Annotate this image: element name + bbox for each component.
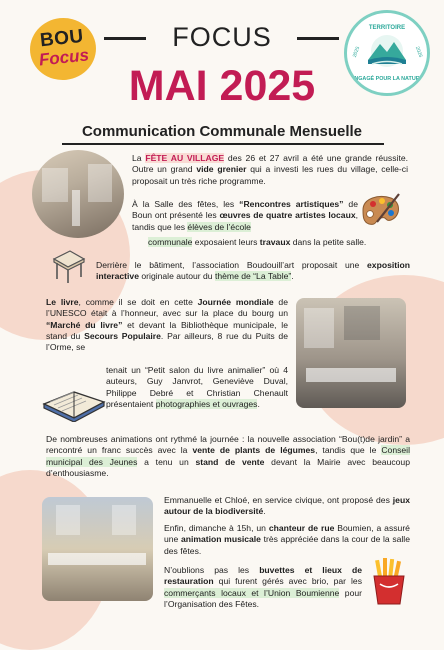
- text-fragment: chanteur de rue: [268, 523, 335, 533]
- table-icon: [48, 247, 88, 285]
- text-fragment: de l’UNESCO était à l’honneur, avec sur la place du bourg un: [46, 297, 288, 319]
- photo-book-market: [296, 298, 406, 408]
- paragraph-service-civique: [164, 495, 410, 518]
- paragraph-buvettes: [164, 565, 362, 610]
- text-fragment: et devant la Bibliothèque municipale, le stand du: [46, 319, 288, 341]
- text-fragment: originale autour du: [139, 271, 215, 282]
- badge-year-left: 2025: [351, 45, 362, 59]
- text-fragment: œuvres de quatre artistes locaux: [219, 210, 356, 221]
- paragraph-exposition-table: [96, 260, 410, 283]
- text-fragment: .: [291, 271, 294, 282]
- mountains-icon: [364, 34, 410, 68]
- text-fragment: À la Salle des fêtes, les: [132, 199, 240, 209]
- highlight-communale: communale: [148, 237, 193, 247]
- text-fragment: .: [257, 398, 260, 409]
- text-fragment: “Rencontres artistiques”: [239, 199, 344, 209]
- text-fragment: travaux: [259, 237, 291, 247]
- paragraph-chanteur: [164, 523, 410, 557]
- text-fragment: Emmanuelle et Chloé, en service civique, ont proposé des: [164, 495, 393, 505]
- text-fragment: vente de plants de légumes: [192, 445, 316, 456]
- photo-stands-mairie: [42, 497, 153, 601]
- focus-heading: FOCUS: [172, 22, 272, 52]
- badge-bottom-text: ENGAGÉ POUR LA NATURE: [350, 76, 424, 82]
- text-fragment: dans la petite salle.: [290, 237, 367, 247]
- text-fragment: La: [132, 153, 146, 163]
- text-fragment: , tandis que le: [315, 445, 382, 456]
- badge-year-right: 2026: [413, 45, 424, 59]
- text-fragment: , comme il se doit en cette: [78, 297, 198, 307]
- text-fragment: Derrière le bâtiment, l’association Boudouill’art proposait une: [96, 260, 368, 270]
- header-rule-right: [297, 37, 339, 40]
- text-fragment: tenait un “Petit salon du livre animalier” où 4 auteurs, Guy Janvrot, Geneviève Duval, Philippe Debré et Christian Chenault présentaient: [106, 365, 288, 409]
- text-fragment: de Boun ont présenté les: [132, 199, 358, 221]
- text-fragment: qui furent gérés avec brio, par les: [213, 576, 362, 587]
- text-fragment: N’oublions pas les: [164, 565, 260, 575]
- page-subtitle: Communication Communale Mensuelle: [81, 123, 363, 140]
- text-fragment: devant la Mairie avec beaucoup d’enthousiasme.: [46, 456, 410, 478]
- logo-line2: Focus: [38, 45, 90, 70]
- badge-top-text: TERRITOIRE: [368, 25, 406, 31]
- issue-date: MAI 2025: [128, 62, 316, 110]
- text-fragment: pour l’Organisation des Fêtes.: [164, 587, 362, 609]
- text-fragment: a tenu un: [137, 456, 196, 467]
- text-fragment: stand de vente: [195, 456, 265, 467]
- text-fragment: qui a investi les rues du village, celle-ci proposait un très riche programme.: [132, 164, 409, 186]
- book-icon: [40, 374, 108, 422]
- fries-icon: [368, 556, 410, 606]
- text-fragment: exposition interactive: [96, 260, 410, 282]
- text-fragment: , tandis que les: [132, 210, 359, 232]
- text-fragment: très appréciée dans la cour de la salle des fêtes.: [164, 534, 410, 556]
- photo-exhibition-hall: [32, 150, 124, 238]
- text-fragment: jeux autour de la biodiversité: [164, 495, 410, 517]
- subtitle-underline: [62, 143, 384, 145]
- highlight-theme-table: thème de “La Table”: [214, 271, 292, 282]
- highlight-photographies: photographies et ouvrages: [155, 398, 258, 409]
- text-fragment: Journée mondiale: [197, 297, 274, 307]
- text-fragment: , a assuré une: [164, 523, 410, 545]
- text-fragment: Secours Populaire: [84, 330, 161, 341]
- text-fragment: Boumien: [334, 523, 372, 533]
- territoire-engage-badge: [344, 10, 430, 96]
- paragraph-rencontres-artistiques-end: [148, 237, 410, 248]
- text-fragment: Enfin, dimanche à 15h, un: [164, 523, 269, 533]
- paragraph-animations: [46, 434, 410, 479]
- text-fragment: vide grenier: [196, 164, 247, 175]
- paragraph-fete-village: [132, 153, 408, 187]
- paragraph-salon-livre-animalier: [106, 365, 288, 410]
- header-rule-left: [104, 37, 146, 40]
- highlight-commercants: commerçants locaux et l’Union Boumienne: [164, 587, 340, 598]
- paragraph-rencontres-artistiques: [132, 199, 358, 233]
- text-fragment: De nombreuses animations ont rythmé la journée : la nouvelle association “Bou(t)de jardin” a rencontré un franc succès avec la: [46, 434, 410, 456]
- text-fragment: des 26 et 27 avril a été une grande réussite. Outre un grand: [132, 153, 408, 175]
- text-fragment: exposaient leurs: [192, 237, 260, 247]
- text-fragment: animation musicale: [180, 534, 261, 545]
- highlight-fete-village: FÊTE AU VILLAGE: [145, 153, 225, 163]
- highlight-eleves-ecole: élèves de l’école: [187, 221, 251, 232]
- palette-icon: [357, 192, 403, 228]
- text-fragment: Le livre: [46, 297, 79, 307]
- text-fragment: “Marché du livre”: [46, 319, 123, 330]
- text-fragment: .: [263, 506, 266, 517]
- highlight-conseil-jeunes: Conseil municipal des Jeunes: [46, 445, 411, 467]
- text-fragment: . Par ailleurs, 8 rue du Puits de l’Orme, se: [46, 330, 288, 353]
- paragraph-le-livre: [46, 297, 288, 353]
- logo-line1: BOU: [39, 25, 85, 52]
- text-fragment: buvettes et lieux de restauration: [164, 565, 362, 587]
